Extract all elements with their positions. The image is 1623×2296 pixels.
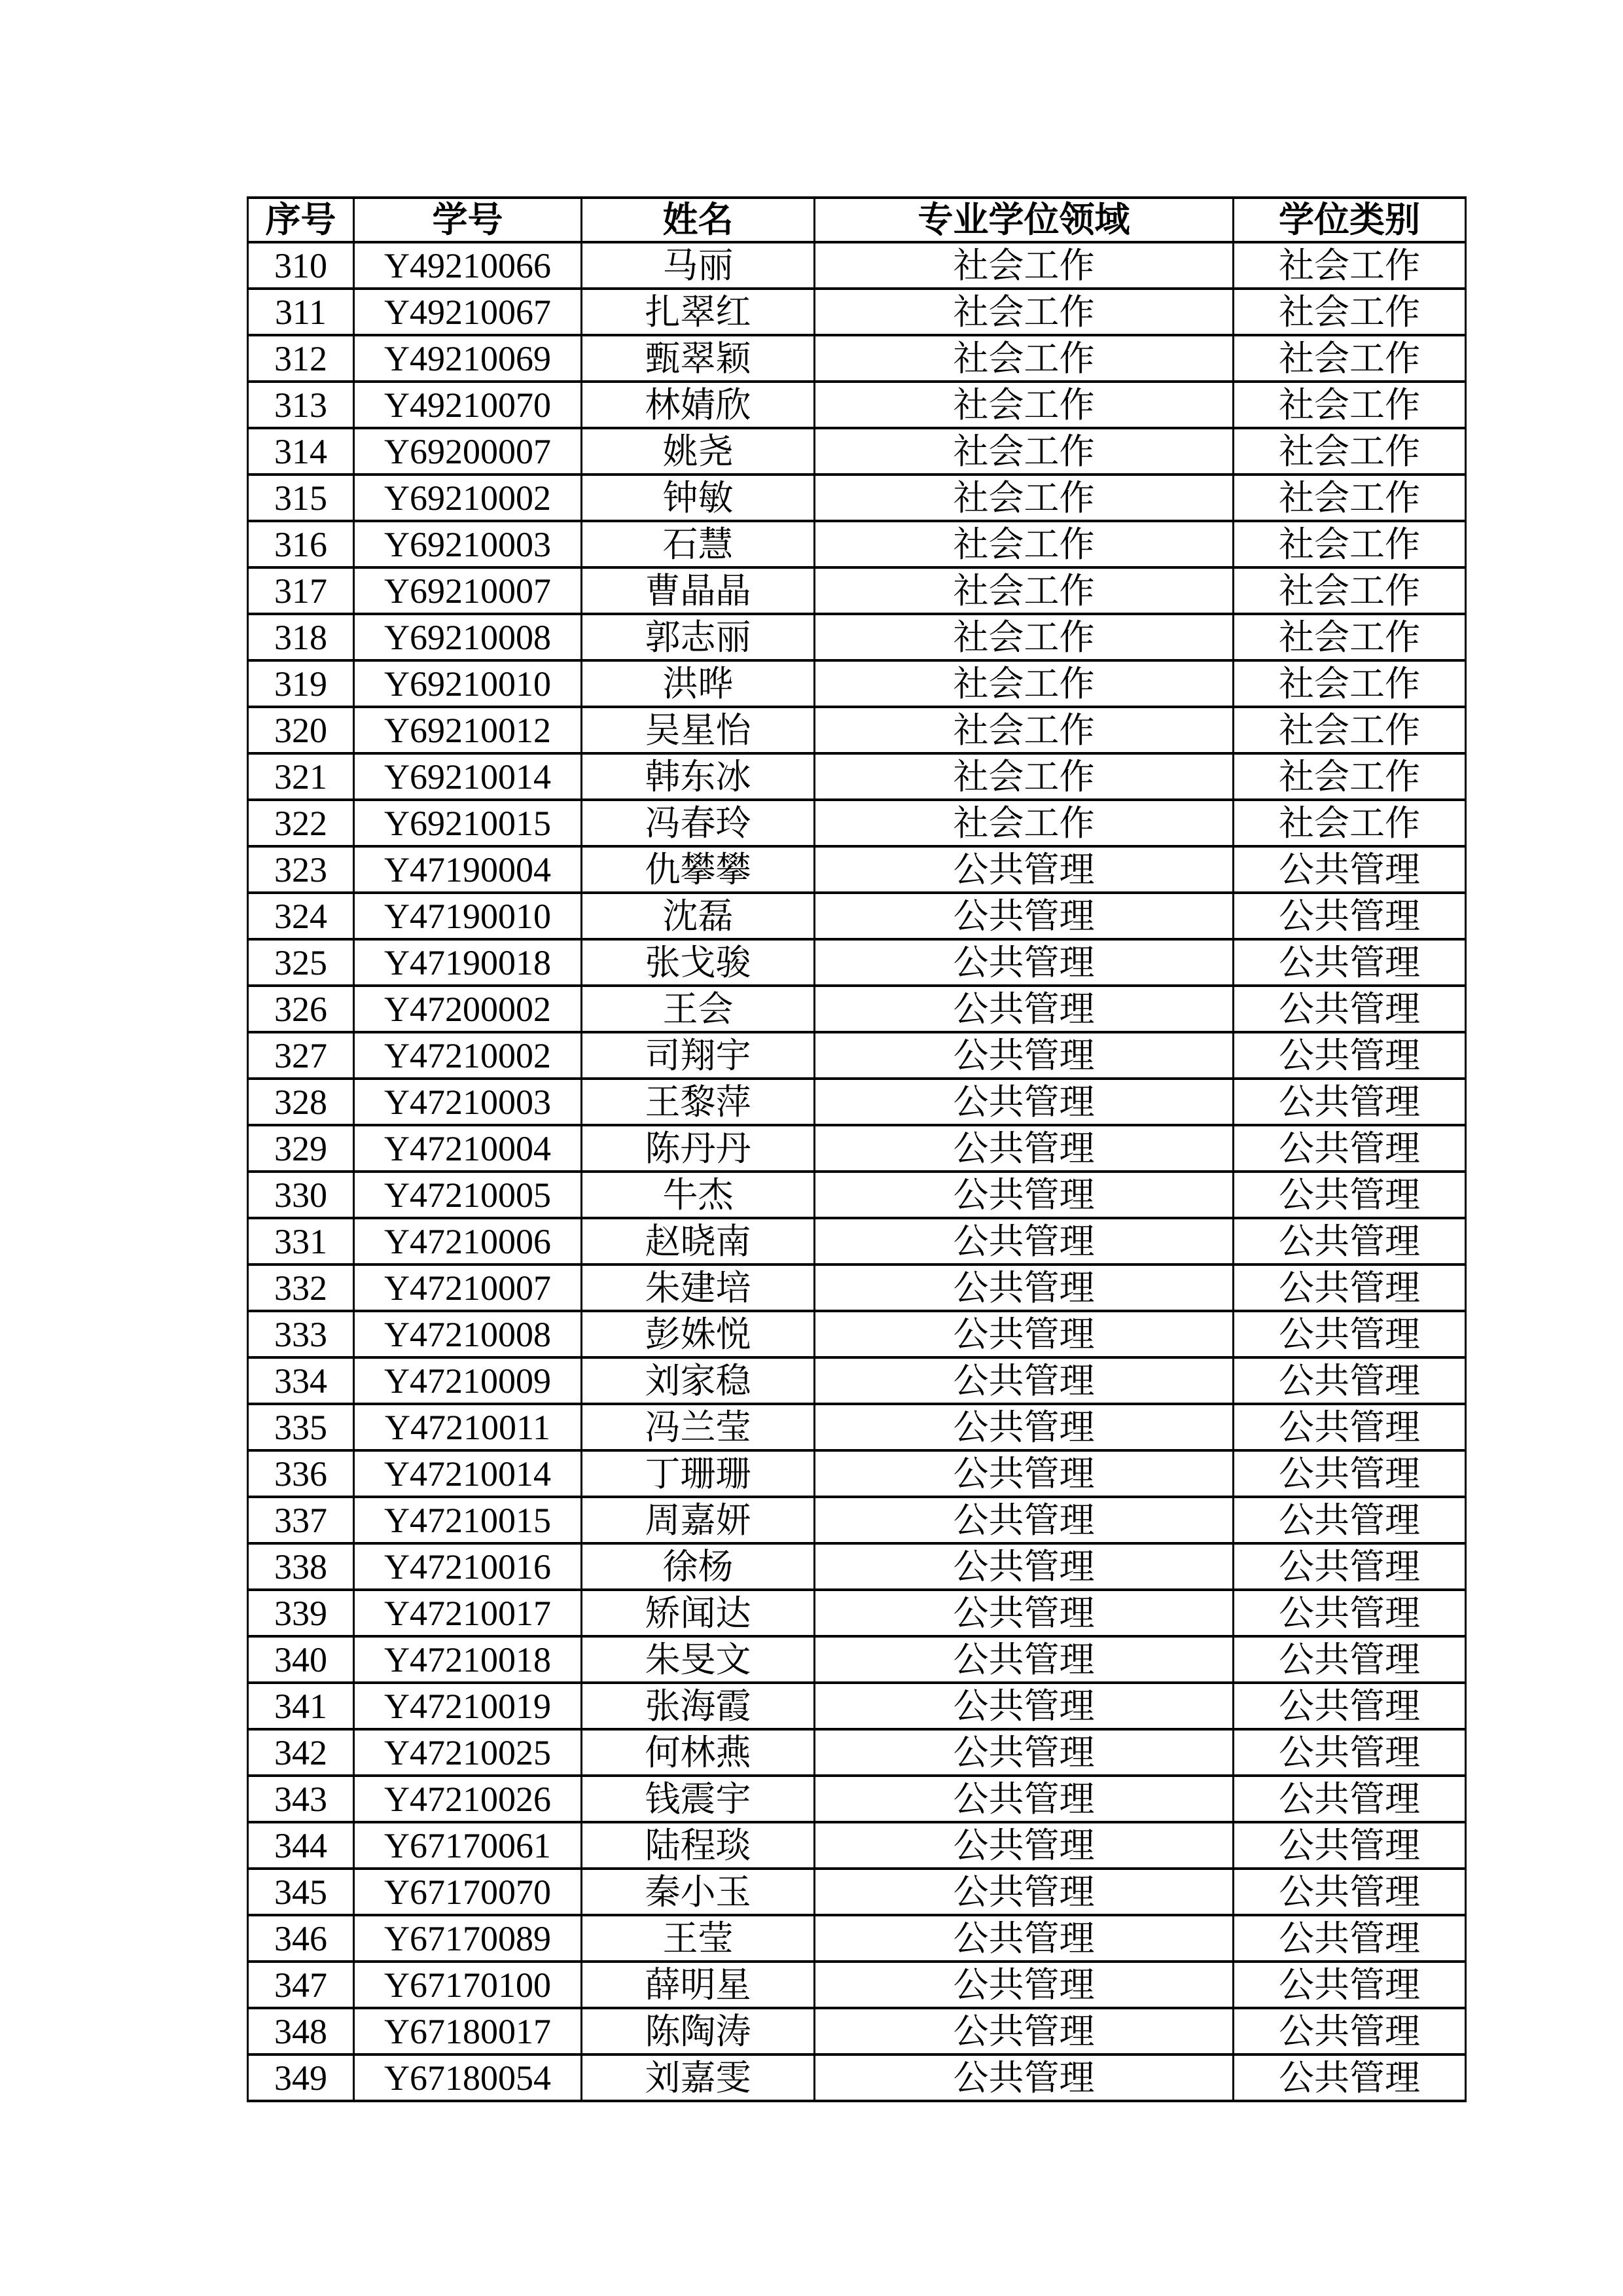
degree-category-cell: 社会工作 — [1234, 614, 1466, 660]
serial-cell: 347 — [248, 1962, 354, 2008]
serial-cell: 333 — [248, 1311, 354, 1357]
student-id-cell: Y67180017 — [354, 2008, 582, 2054]
student-id-cell: Y69210010 — [354, 660, 582, 707]
table-row — [248, 1636, 1466, 1683]
name-cell: 扎翠红 — [582, 289, 815, 335]
header-name: 姓名 — [582, 198, 815, 242]
serial-cell: 348 — [248, 2008, 354, 2054]
name-cell: 钱震宇 — [582, 1776, 815, 1822]
serial-cell: 329 — [248, 1125, 354, 1172]
student-id-cell: Y69200007 — [354, 428, 582, 475]
table-row — [248, 1172, 1466, 1218]
degree-category-cell: 公共管理 — [1234, 2054, 1466, 2101]
degree-field-cell: 社会工作 — [815, 289, 1234, 335]
table-row — [248, 382, 1466, 428]
student-id-cell: Y67180054 — [354, 2054, 582, 2101]
student-id-cell: Y49210069 — [354, 335, 582, 382]
name-cell: 薛明星 — [582, 1962, 815, 2008]
degree-category-cell: 公共管理 — [1234, 1543, 1466, 1590]
degree-field-cell: 公共管理 — [815, 1032, 1234, 1079]
table-row — [248, 846, 1466, 893]
name-cell: 曹晶晶 — [582, 567, 815, 614]
student-roster-table — [247, 196, 1467, 2102]
name-cell: 陈陶涛 — [582, 2008, 815, 2054]
name-cell: 张戈骏 — [582, 939, 815, 986]
table-row — [248, 753, 1466, 800]
degree-field-cell: 公共管理 — [815, 1729, 1234, 1776]
degree-category-cell: 公共管理 — [1234, 939, 1466, 986]
serial-cell: 326 — [248, 986, 354, 1032]
degree-category-cell: 社会工作 — [1234, 521, 1466, 567]
serial-cell: 339 — [248, 1590, 354, 1636]
table-row — [248, 1869, 1466, 1915]
header-student-id: 学号 — [354, 198, 582, 242]
table-row — [248, 242, 1466, 289]
table-row — [248, 1357, 1466, 1404]
degree-field-cell: 公共管理 — [815, 939, 1234, 986]
student-id-cell: Y69210014 — [354, 753, 582, 800]
name-cell: 韩东冰 — [582, 753, 815, 800]
serial-cell: 331 — [248, 1218, 354, 1265]
degree-category-cell: 社会工作 — [1234, 475, 1466, 521]
degree-field-cell: 公共管理 — [815, 1915, 1234, 1962]
student-id-cell: Y47210026 — [354, 1776, 582, 1822]
serial-cell: 330 — [248, 1172, 354, 1218]
table-row — [248, 1404, 1466, 1450]
table-row — [248, 1079, 1466, 1125]
student-id-cell: Y67170061 — [354, 1822, 582, 1869]
name-cell: 仇攀攀 — [582, 846, 815, 893]
degree-field-cell: 公共管理 — [815, 1822, 1234, 1869]
name-cell: 钟敏 — [582, 475, 815, 521]
name-cell: 沈磊 — [582, 893, 815, 939]
table-row — [248, 1450, 1466, 1497]
degree-field-cell: 公共管理 — [815, 1357, 1234, 1404]
degree-category-cell: 社会工作 — [1234, 707, 1466, 753]
table-row — [248, 1683, 1466, 1729]
degree-category-cell: 社会工作 — [1234, 242, 1466, 289]
serial-cell: 322 — [248, 800, 354, 846]
student-id-cell: Y47210009 — [354, 1357, 582, 1404]
degree-field-cell: 公共管理 — [815, 1404, 1234, 1450]
header-serial: 序号 — [248, 198, 354, 242]
table-row — [248, 800, 1466, 846]
name-cell: 甄翠颖 — [582, 335, 815, 382]
degree-field-cell: 公共管理 — [815, 986, 1234, 1032]
serial-cell: 343 — [248, 1776, 354, 1822]
table-row — [248, 335, 1466, 382]
table-row — [248, 521, 1466, 567]
header-row — [248, 198, 1466, 242]
serial-cell: 328 — [248, 1079, 354, 1125]
degree-category-cell: 公共管理 — [1234, 1776, 1466, 1822]
table-row — [248, 1218, 1466, 1265]
student-id-cell: Y47210004 — [354, 1125, 582, 1172]
table-row — [248, 1032, 1466, 1079]
degree-field-cell: 社会工作 — [815, 660, 1234, 707]
degree-field-cell: 公共管理 — [815, 1218, 1234, 1265]
degree-field-cell: 公共管理 — [815, 1590, 1234, 1636]
table-body — [248, 242, 1466, 2101]
serial-cell: 336 — [248, 1450, 354, 1497]
serial-cell: 310 — [248, 242, 354, 289]
name-cell: 郭志丽 — [582, 614, 815, 660]
serial-cell: 346 — [248, 1915, 354, 1962]
degree-category-cell: 社会工作 — [1234, 800, 1466, 846]
student-id-cell: Y47210017 — [354, 1590, 582, 1636]
student-id-cell: Y69210008 — [354, 614, 582, 660]
serial-cell: 320 — [248, 707, 354, 753]
name-cell: 牛杰 — [582, 1172, 815, 1218]
header-degree-category: 学位类别 — [1234, 198, 1466, 242]
serial-cell: 349 — [248, 2054, 354, 2101]
degree-category-cell: 公共管理 — [1234, 986, 1466, 1032]
student-id-cell: Y67170100 — [354, 1962, 582, 2008]
degree-category-cell: 公共管理 — [1234, 2008, 1466, 2054]
degree-category-cell: 社会工作 — [1234, 382, 1466, 428]
degree-category-cell: 公共管理 — [1234, 846, 1466, 893]
student-id-cell: Y47210014 — [354, 1450, 582, 1497]
student-id-cell: Y69210012 — [354, 707, 582, 753]
table-row — [248, 707, 1466, 753]
table-row — [248, 1822, 1466, 1869]
name-cell: 秦小玉 — [582, 1869, 815, 1915]
degree-category-cell: 公共管理 — [1234, 1822, 1466, 1869]
degree-field-cell: 公共管理 — [815, 1125, 1234, 1172]
degree-category-cell: 公共管理 — [1234, 1032, 1466, 1079]
student-id-cell: Y69210007 — [354, 567, 582, 614]
student-id-cell: Y49210067 — [354, 289, 582, 335]
serial-cell: 313 — [248, 382, 354, 428]
table-row — [248, 289, 1466, 335]
student-id-cell: Y67170070 — [354, 1869, 582, 1915]
serial-cell: 340 — [248, 1636, 354, 1683]
name-cell: 吴星怡 — [582, 707, 815, 753]
name-cell: 陆程琰 — [582, 1822, 815, 1869]
name-cell: 朱建培 — [582, 1265, 815, 1311]
serial-cell: 327 — [248, 1032, 354, 1079]
degree-category-cell: 社会工作 — [1234, 753, 1466, 800]
degree-field-cell: 社会工作 — [815, 475, 1234, 521]
serial-cell: 321 — [248, 753, 354, 800]
serial-cell: 341 — [248, 1683, 354, 1729]
degree-field-cell: 公共管理 — [815, 2008, 1234, 2054]
serial-cell: 337 — [248, 1497, 354, 1543]
serial-cell: 316 — [248, 521, 354, 567]
student-id-cell: Y47210008 — [354, 1311, 582, 1357]
table-row — [248, 939, 1466, 986]
serial-cell: 323 — [248, 846, 354, 893]
student-id-cell: Y47190004 — [354, 846, 582, 893]
degree-field-cell: 社会工作 — [815, 567, 1234, 614]
degree-field-cell: 公共管理 — [815, 1172, 1234, 1218]
degree-field-cell: 公共管理 — [815, 1079, 1234, 1125]
degree-field-cell: 公共管理 — [815, 893, 1234, 939]
student-id-cell: Y47210002 — [354, 1032, 582, 1079]
degree-field-cell: 社会工作 — [815, 707, 1234, 753]
degree-field-cell: 公共管理 — [815, 2054, 1234, 2101]
student-id-cell: Y47210005 — [354, 1172, 582, 1218]
degree-field-cell: 公共管理 — [815, 1311, 1234, 1357]
degree-category-cell: 社会工作 — [1234, 289, 1466, 335]
degree-field-cell: 公共管理 — [815, 1543, 1234, 1590]
student-id-cell: Y47190010 — [354, 893, 582, 939]
table-row — [248, 986, 1466, 1032]
degree-category-cell: 公共管理 — [1234, 1357, 1466, 1404]
serial-cell: 315 — [248, 475, 354, 521]
name-cell: 林婧欣 — [582, 382, 815, 428]
student-id-cell: Y47210003 — [354, 1079, 582, 1125]
name-cell: 马丽 — [582, 242, 815, 289]
name-cell: 何林燕 — [582, 1729, 815, 1776]
degree-field-cell: 公共管理 — [815, 1265, 1234, 1311]
table-row — [248, 893, 1466, 939]
table-row — [248, 1729, 1466, 1776]
degree-field-cell: 公共管理 — [815, 846, 1234, 893]
name-cell: 王莹 — [582, 1915, 815, 1962]
table-row — [248, 1543, 1466, 1590]
table-row — [248, 614, 1466, 660]
degree-category-cell: 公共管理 — [1234, 1729, 1466, 1776]
degree-category-cell: 公共管理 — [1234, 1079, 1466, 1125]
degree-field-cell: 公共管理 — [815, 1450, 1234, 1497]
name-cell: 刘嘉雯 — [582, 2054, 815, 2101]
name-cell: 洪晔 — [582, 660, 815, 707]
degree-category-cell: 社会工作 — [1234, 335, 1466, 382]
student-id-cell: Y47210011 — [354, 1404, 582, 1450]
name-cell: 王会 — [582, 986, 815, 1032]
serial-cell: 317 — [248, 567, 354, 614]
table-row — [248, 1915, 1466, 1962]
name-cell: 王黎萍 — [582, 1079, 815, 1125]
degree-category-cell: 公共管理 — [1234, 1915, 1466, 1962]
degree-category-cell: 公共管理 — [1234, 1172, 1466, 1218]
degree-field-cell: 公共管理 — [815, 1683, 1234, 1729]
serial-cell: 318 — [248, 614, 354, 660]
student-id-cell: Y47210007 — [354, 1265, 582, 1311]
name-cell: 朱旻文 — [582, 1636, 815, 1683]
serial-cell: 345 — [248, 1869, 354, 1915]
degree-category-cell: 公共管理 — [1234, 893, 1466, 939]
table-row — [248, 1776, 1466, 1822]
serial-cell: 312 — [248, 335, 354, 382]
degree-category-cell: 社会工作 — [1234, 567, 1466, 614]
degree-field-cell: 社会工作 — [815, 428, 1234, 475]
degree-category-cell: 公共管理 — [1234, 1590, 1466, 1636]
degree-category-cell: 公共管理 — [1234, 1497, 1466, 1543]
name-cell: 刘家稳 — [582, 1357, 815, 1404]
degree-category-cell: 公共管理 — [1234, 1450, 1466, 1497]
table-row — [248, 2054, 1466, 2101]
serial-cell: 334 — [248, 1357, 354, 1404]
degree-category-cell: 社会工作 — [1234, 660, 1466, 707]
name-cell: 冯兰莹 — [582, 1404, 815, 1450]
serial-cell: 314 — [248, 428, 354, 475]
degree-field-cell: 社会工作 — [815, 521, 1234, 567]
name-cell: 周嘉妍 — [582, 1497, 815, 1543]
table-row — [248, 475, 1466, 521]
degree-field-cell: 社会工作 — [815, 242, 1234, 289]
table-row — [248, 567, 1466, 614]
name-cell: 徐杨 — [582, 1543, 815, 1590]
table-row — [248, 1311, 1466, 1357]
header-degree-field: 专业学位领域 — [815, 198, 1234, 242]
name-cell: 张海霞 — [582, 1683, 815, 1729]
student-id-cell: Y47210025 — [354, 1729, 582, 1776]
name-cell: 石慧 — [582, 521, 815, 567]
student-id-cell: Y67170089 — [354, 1915, 582, 1962]
serial-cell: 338 — [248, 1543, 354, 1590]
serial-cell: 335 — [248, 1404, 354, 1450]
degree-category-cell: 社会工作 — [1234, 428, 1466, 475]
degree-field-cell: 社会工作 — [815, 614, 1234, 660]
student-id-cell: Y49210070 — [354, 382, 582, 428]
student-id-cell: Y69210002 — [354, 475, 582, 521]
degree-field-cell: 公共管理 — [815, 1962, 1234, 2008]
table-row — [248, 2008, 1466, 2054]
degree-category-cell: 公共管理 — [1234, 1683, 1466, 1729]
student-id-cell: Y47210016 — [354, 1543, 582, 1590]
serial-cell: 311 — [248, 289, 354, 335]
table-header — [248, 198, 1466, 242]
student-id-cell: Y47210015 — [354, 1497, 582, 1543]
serial-cell: 319 — [248, 660, 354, 707]
serial-cell: 325 — [248, 939, 354, 986]
name-cell: 彭姝悦 — [582, 1311, 815, 1357]
degree-category-cell: 公共管理 — [1234, 1265, 1466, 1311]
table-row — [248, 428, 1466, 475]
degree-field-cell: 公共管理 — [815, 1776, 1234, 1822]
name-cell: 姚尧 — [582, 428, 815, 475]
name-cell: 司翔宇 — [582, 1032, 815, 1079]
table-row — [248, 1125, 1466, 1172]
serial-cell: 332 — [248, 1265, 354, 1311]
student-id-cell: Y69210003 — [354, 521, 582, 567]
degree-category-cell: 公共管理 — [1234, 1125, 1466, 1172]
degree-field-cell: 公共管理 — [815, 1497, 1234, 1543]
name-cell: 冯春玲 — [582, 800, 815, 846]
student-id-cell: Y47190018 — [354, 939, 582, 986]
degree-category-cell: 公共管理 — [1234, 1636, 1466, 1683]
student-id-cell: Y47200002 — [354, 986, 582, 1032]
degree-field-cell: 公共管理 — [815, 1636, 1234, 1683]
name-cell: 矫闻达 — [582, 1590, 815, 1636]
serial-cell: 324 — [248, 893, 354, 939]
table-row — [248, 1265, 1466, 1311]
name-cell: 赵晓南 — [582, 1218, 815, 1265]
serial-cell: 342 — [248, 1729, 354, 1776]
degree-category-cell: 公共管理 — [1234, 1218, 1466, 1265]
table-row — [248, 1962, 1466, 2008]
degree-field-cell: 社会工作 — [815, 753, 1234, 800]
table-row — [248, 660, 1466, 707]
degree-category-cell: 公共管理 — [1234, 1962, 1466, 2008]
student-id-cell: Y49210066 — [354, 242, 582, 289]
table-row — [248, 1497, 1466, 1543]
degree-category-cell: 公共管理 — [1234, 1404, 1466, 1450]
table-row — [248, 1590, 1466, 1636]
student-id-cell: Y47210018 — [354, 1636, 582, 1683]
degree-field-cell: 社会工作 — [815, 800, 1234, 846]
degree-category-cell: 公共管理 — [1234, 1869, 1466, 1915]
student-id-cell: Y47210019 — [354, 1683, 582, 1729]
degree-category-cell: 公共管理 — [1234, 1311, 1466, 1357]
student-id-cell: Y69210015 — [354, 800, 582, 846]
name-cell: 丁珊珊 — [582, 1450, 815, 1497]
serial-cell: 344 — [248, 1822, 354, 1869]
degree-field-cell: 社会工作 — [815, 382, 1234, 428]
degree-field-cell: 公共管理 — [815, 1869, 1234, 1915]
name-cell: 陈丹丹 — [582, 1125, 815, 1172]
student-id-cell: Y47210006 — [354, 1218, 582, 1265]
degree-field-cell: 社会工作 — [815, 335, 1234, 382]
